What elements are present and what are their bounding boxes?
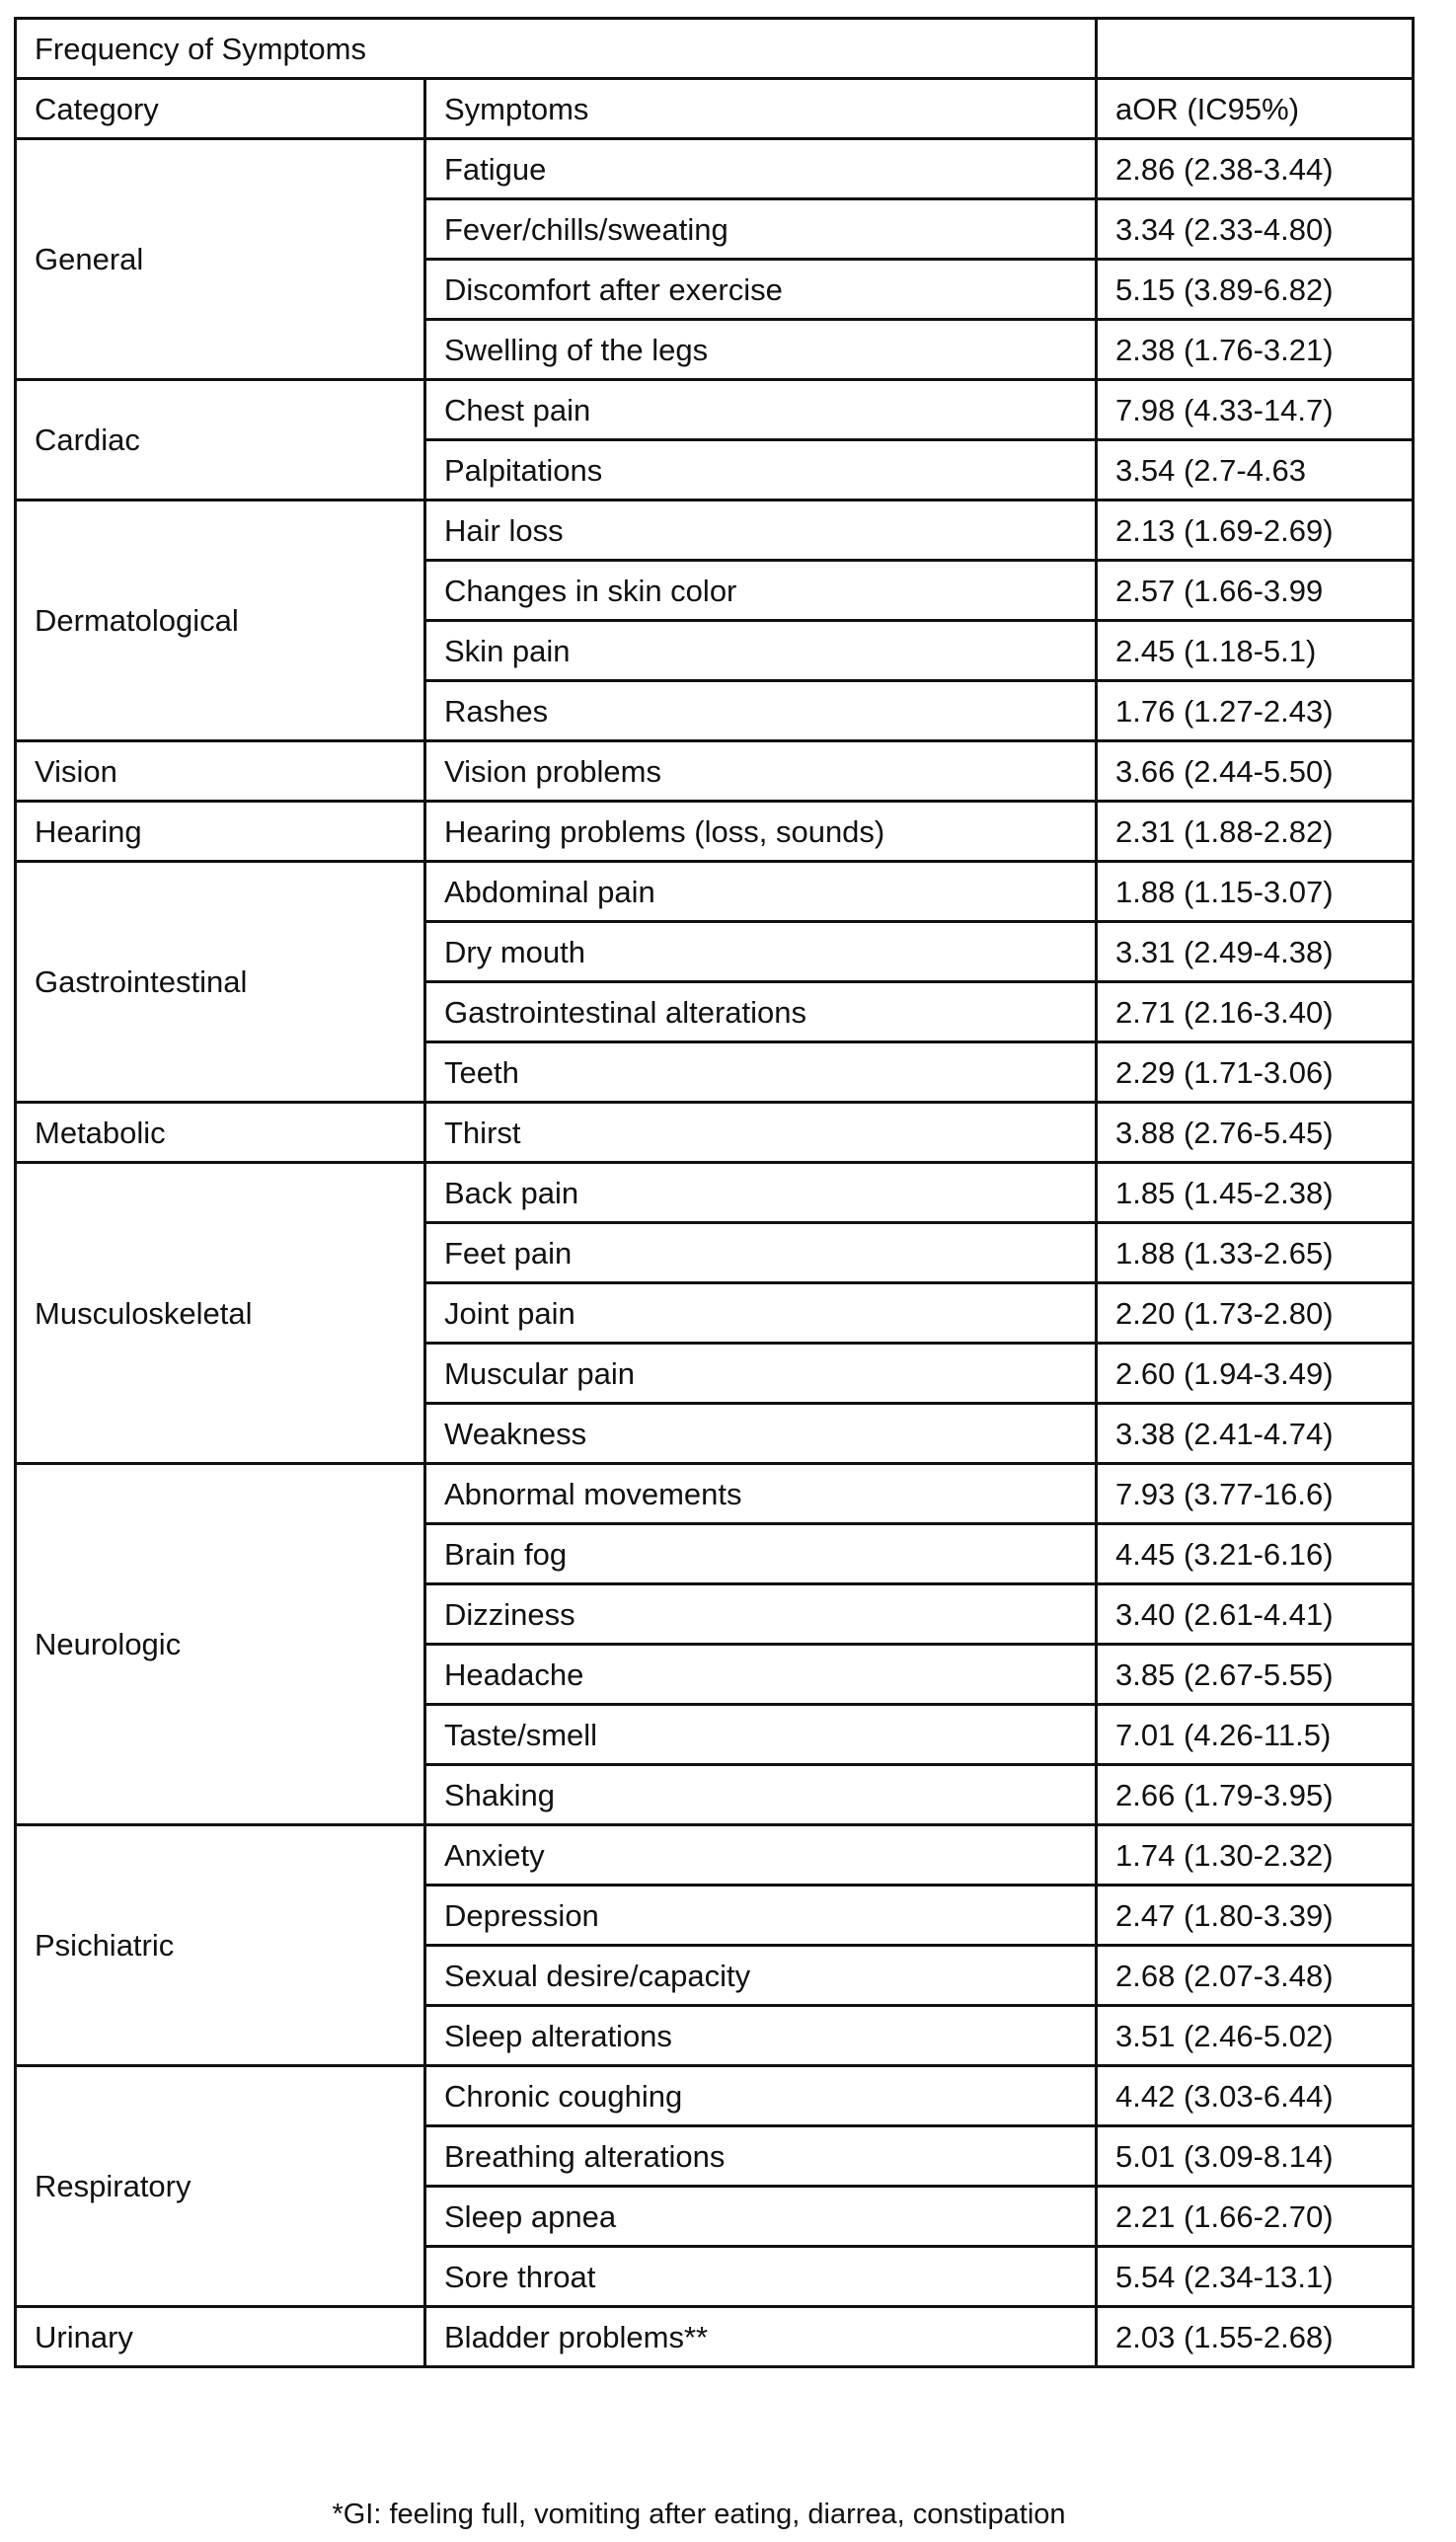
aor-cell: 2.47 (1.80-3.39) [1097,1886,1414,1946]
symptom-cell: Swelling of the legs [425,320,1097,380]
table-row [16,380,1414,440]
aor-cell: 7.93 (3.77-16.6) [1097,1464,1414,1524]
table-row [16,1464,1414,1524]
aor-cell: 1.74 (1.30-2.32) [1097,1825,1414,1886]
symptom-cell: Anxiety [425,1825,1097,1886]
symptoms-table [14,17,1415,2368]
symptom-cell: Shaking [425,1765,1097,1825]
symptom-cell: Gastrointestinal alterations [425,982,1097,1042]
aor-cell: 7.98 (4.33-14.7) [1097,380,1414,440]
table-row [16,802,1414,862]
table-row [16,2307,1414,2367]
category-cell: Respiratory [16,2066,425,2307]
table-title: Frequency of Symptoms [16,19,1097,79]
table-row [16,139,1414,199]
aor-cell: 2.66 (1.79-3.95) [1097,1765,1414,1825]
aor-cell: 5.15 (3.89-6.82) [1097,260,1414,320]
aor-cell: 5.01 (3.09-8.14) [1097,2126,1414,2187]
aor-cell: 4.42 (3.03-6.44) [1097,2066,1414,2126]
aor-cell: 3.34 (2.33-4.80) [1097,199,1414,260]
table-row [16,1163,1414,1223]
aor-cell: 5.54 (2.34-13.1) [1097,2247,1414,2307]
header-aor: aOR (IC95%) [1097,79,1414,139]
symptom-cell: Sleep apnea [425,2187,1097,2247]
category-cell: Hearing [16,802,425,862]
symptom-cell: Dry mouth [425,922,1097,982]
header-symptoms: Symptoms [425,79,1097,139]
category-cell: General [16,139,425,380]
title-empty-cell [1097,19,1414,79]
aor-cell: 2.38 (1.76-3.21) [1097,320,1414,380]
symptom-cell: Abnormal movements [425,1464,1097,1524]
aor-cell: 4.45 (3.21-6.16) [1097,1524,1414,1584]
symptom-cell: Changes in skin color [425,561,1097,621]
header-row [16,79,1414,139]
symptom-cell: Fever/chills/sweating [425,199,1097,260]
symptom-cell: Back pain [425,1163,1097,1223]
aor-cell: 2.60 (1.94-3.49) [1097,1344,1414,1404]
symptom-cell: Vision problems [425,741,1097,802]
table-row [16,1103,1414,1163]
symptom-cell: Depression [425,1886,1097,1946]
symptom-cell: Sleep alterations [425,2006,1097,2066]
table-row [16,2066,1414,2126]
category-cell: Neurologic [16,1464,425,1825]
symptom-cell: Hair loss [425,501,1097,561]
footnote [0,2501,1398,2529]
symptom-cell: Abdominal pain [425,862,1097,922]
aor-cell: 2.31 (1.88-2.82) [1097,802,1414,862]
symptom-cell: Bladder problems** [425,2307,1097,2367]
category-cell: Vision [16,741,425,802]
aor-cell: 2.03 (1.55-2.68) [1097,2307,1414,2367]
aor-cell: 2.57 (1.66-3.99 [1097,561,1414,621]
aor-cell: 3.31 (2.49-4.38) [1097,922,1414,982]
symptom-cell: Rashes [425,681,1097,741]
symptom-cell: Teeth [425,1042,1097,1103]
symptom-cell: Headache [425,1645,1097,1705]
title-row [16,19,1414,79]
aor-cell: 3.85 (2.67-5.55) [1097,1645,1414,1705]
footnote-text: *GI: feeling full, vomiting after eating, diarrea, constipation [332,2499,1066,2530]
aor-cell: 2.71 (2.16-3.40) [1097,982,1414,1042]
category-cell: Urinary [16,2307,425,2367]
symptom-cell: Skin pain [425,621,1097,681]
symptom-cell: Chest pain [425,380,1097,440]
symptom-cell: Thirst [425,1103,1097,1163]
aor-cell: 1.85 (1.45-2.38) [1097,1163,1414,1223]
aor-cell: 2.29 (1.71-3.06) [1097,1042,1414,1103]
aor-cell: 3.66 (2.44-5.50) [1097,741,1414,802]
symptom-cell: Sexual desire/capacity [425,1946,1097,2006]
symptoms-table-container [14,17,1412,2368]
aor-cell: 1.76 (1.27-2.43) [1097,681,1414,741]
symptom-cell: Palpitations [425,440,1097,501]
aor-cell: 2.68 (2.07-3.48) [1097,1946,1414,2006]
table-body [16,139,1414,2367]
symptom-cell: Feet pain [425,1223,1097,1283]
aor-cell: 3.88 (2.76-5.45) [1097,1103,1414,1163]
category-cell: Metabolic [16,1103,425,1163]
symptom-cell: Discomfort after exercise [425,260,1097,320]
category-cell: Psichiatric [16,1825,425,2066]
category-cell: Gastrointestinal [16,862,425,1103]
table-row [16,1825,1414,1886]
symptom-cell: Joint pain [425,1283,1097,1344]
aor-cell: 7.01 (4.26-11.5) [1097,1705,1414,1765]
table-row [16,862,1414,922]
category-cell: Musculoskeletal [16,1163,425,1464]
symptom-cell: Chronic coughing [425,2066,1097,2126]
aor-cell: 2.86 (2.38-3.44) [1097,139,1414,199]
aor-cell: 3.38 (2.41-4.74) [1097,1404,1414,1464]
category-cell: Cardiac [16,380,425,501]
symptom-cell: Brain fog [425,1524,1097,1584]
symptom-cell: Sore throat [425,2247,1097,2307]
aor-cell: 3.40 (2.61-4.41) [1097,1584,1414,1645]
aor-cell: 1.88 (1.15-3.07) [1097,862,1414,922]
table-row [16,501,1414,561]
aor-cell: 2.21 (1.66-2.70) [1097,2187,1414,2247]
symptom-cell: Hearing problems (loss, sounds) [425,802,1097,862]
aor-cell: 2.45 (1.18-5.1) [1097,621,1414,681]
aor-cell: 2.20 (1.73-2.80) [1097,1283,1414,1344]
aor-cell: 3.51 (2.46-5.02) [1097,2006,1414,2066]
symptom-cell: Muscular pain [425,1344,1097,1404]
aor-cell: 1.88 (1.33-2.65) [1097,1223,1414,1283]
symptom-cell: Weakness [425,1404,1097,1464]
symptom-cell: Breathing alterations [425,2126,1097,2187]
symptom-cell: Dizziness [425,1584,1097,1645]
symptom-cell: Fatigue [425,139,1097,199]
category-cell: Dermatological [16,501,425,741]
aor-cell: 3.54 (2.7-4.63 [1097,440,1414,501]
symptom-cell: Taste/smell [425,1705,1097,1765]
header-category: Category [16,79,425,139]
aor-cell: 2.13 (1.69-2.69) [1097,501,1414,561]
table-row [16,741,1414,802]
